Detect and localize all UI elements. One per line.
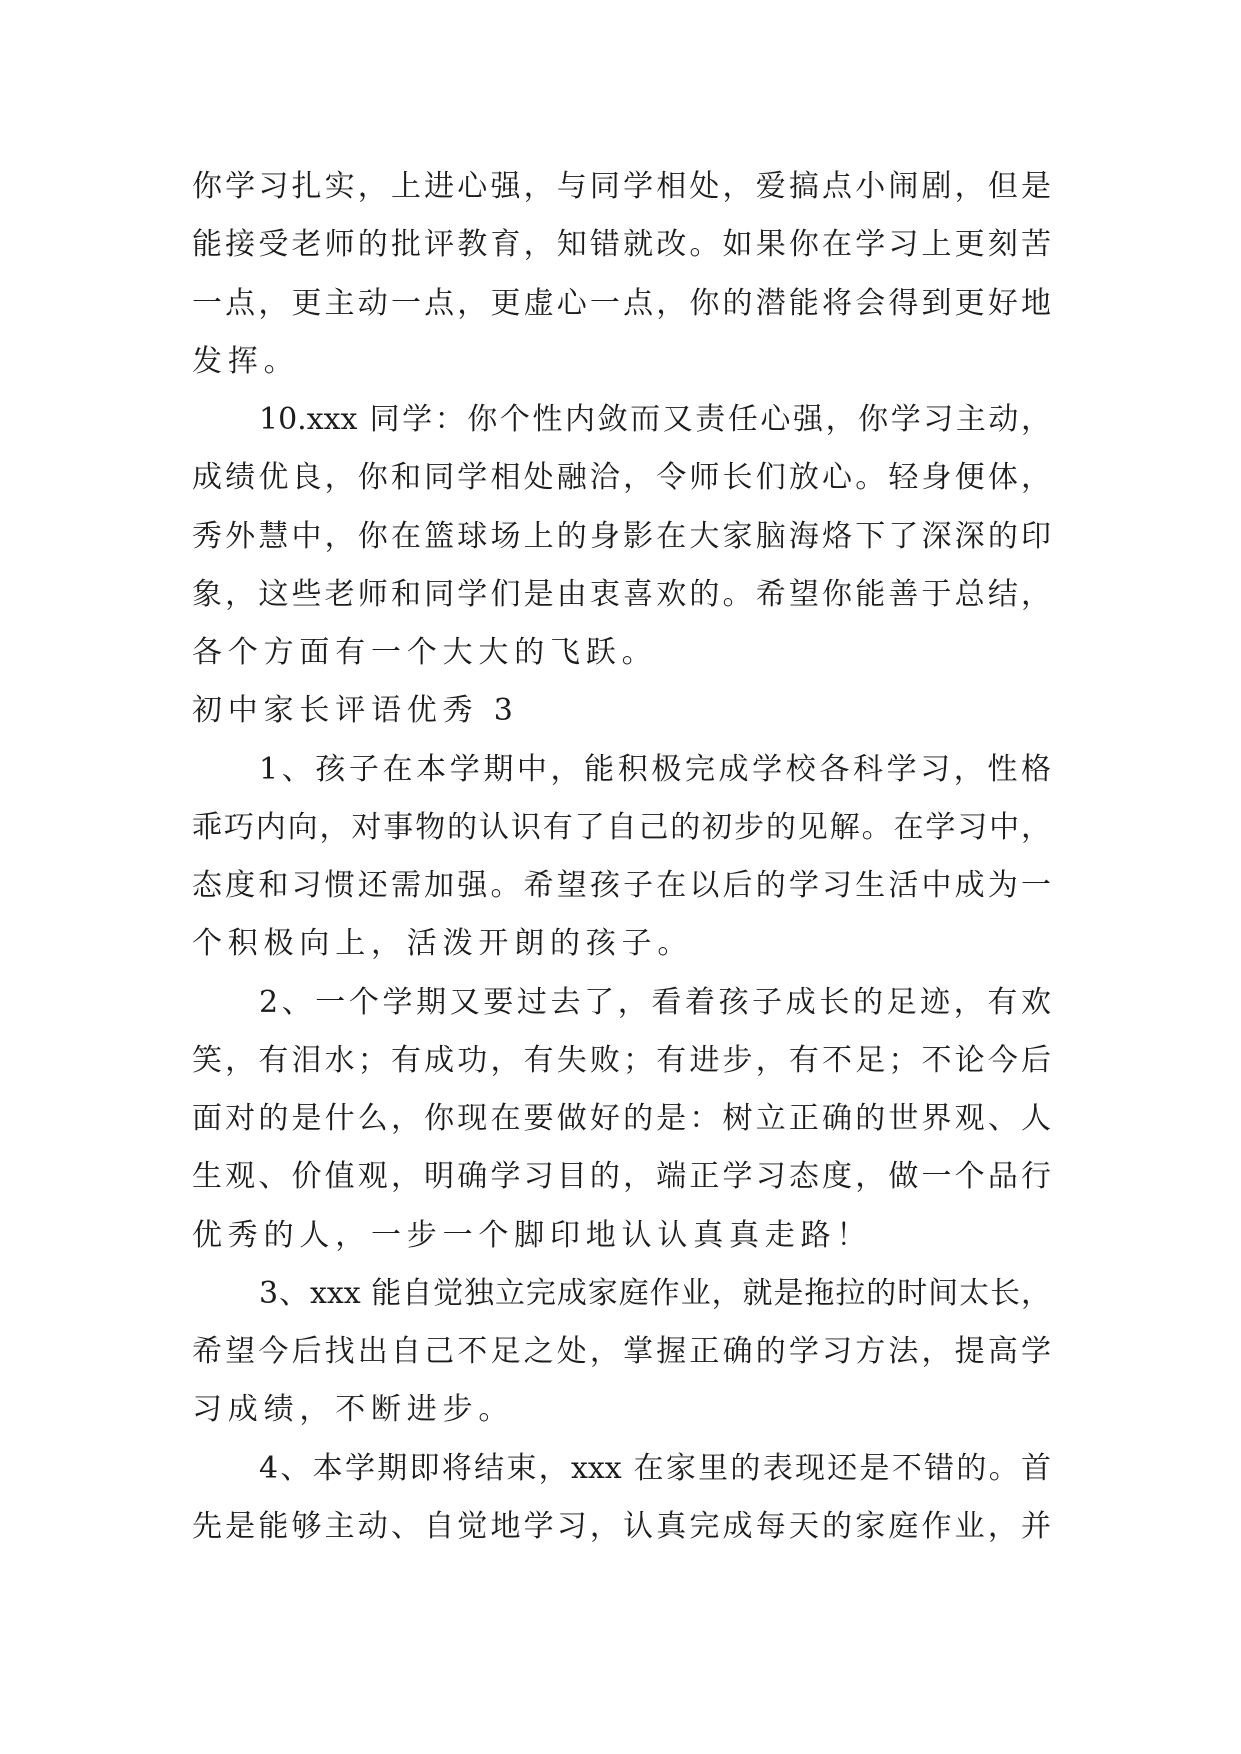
- text-line: 希望今后找出自己不足之处，掌握正确的学习方法，提高学: [192, 1334, 1051, 1369]
- text-line: 习成绩，不断进步。: [192, 1392, 515, 1428]
- text-line: 乖巧内向，对事物的认识有了自己的初步的见解。在学习中，: [192, 809, 1051, 845]
- text-line: 1、孩子在本学期中，能积极完成学校各科学习，性格: [259, 751, 1051, 787]
- section-heading: 初中家长评语优秀 3: [192, 693, 519, 729]
- text-line: 你学习扎实，上进心强，与同学相处，爱搞点小闹剧，但是: [192, 169, 1051, 204]
- document-body: [192, 158, 1051, 1556]
- text-line: 各个方面有一个大大的飞跃。: [192, 635, 658, 670]
- text-line: 态度和习惯还需加强。希望孩子在以后的学习生活中成为一: [192, 868, 1051, 903]
- text-line: 10.xxx 同学：你个性内敛而又责任心强，你学习主动，: [259, 402, 1051, 437]
- text-line: 3、xxx 能自觉独立完成家庭作业，就是拖拉的时间太长，: [259, 1275, 1051, 1311]
- text-line: 能接受老师的批评教育，知错就改。如果你在学习上更刻苦: [192, 227, 1051, 263]
- text-line: 笑，有泪水；有成功，有失败；有进步，有不足；不论今后: [192, 1042, 1051, 1078]
- text-line: 2、一个学期又要过去了，看着孩子成长的足迹，有欢: [259, 984, 1051, 1020]
- text-line: 先是能够主动、自觉地学习，认真完成每天的家庭作业，并: [192, 1508, 1051, 1544]
- text-line: 个积极向上，活泼开朗的孩子。: [192, 926, 694, 962]
- text-line: 一点，更主动一点，更虚心一点，你的潜能将会得到更好地: [192, 285, 1051, 321]
- text-line: 生观、价值观，明确学习目的，端正学习态度，做一个品行: [192, 1159, 1051, 1195]
- paragraph-comment-4: [192, 1440, 1051, 1557]
- text-line: 优秀的人，一步一个脚印地认认真真走路！: [192, 1217, 873, 1253]
- text-line: 4、本学期即将结束，xxx 在家里的表现还是不错的。首: [259, 1450, 1051, 1486]
- paragraph-comment-3: [192, 1265, 1051, 1440]
- text-line: 发挥。: [192, 343, 300, 379]
- paragraph-comment-2: [192, 974, 1051, 1265]
- paragraph-continuation: [192, 158, 1051, 391]
- paragraph-comment-10: [192, 391, 1051, 682]
- text-line: 面对的是什么，你现在要做好的是：树立正确的世界观、人: [192, 1101, 1051, 1136]
- paragraph-comment-1: [192, 741, 1051, 974]
- text-line: 象，这些老师和同学们是由衷喜欢的。希望你能善于总结，: [192, 576, 1051, 612]
- text-line: 成绩优良，你和同学相处融洽，令师长们放心。轻身便体，: [192, 460, 1051, 496]
- text-line: 秀外慧中，你在篮球场上的身影在大家脑海烙下了深深的印: [192, 518, 1051, 554]
